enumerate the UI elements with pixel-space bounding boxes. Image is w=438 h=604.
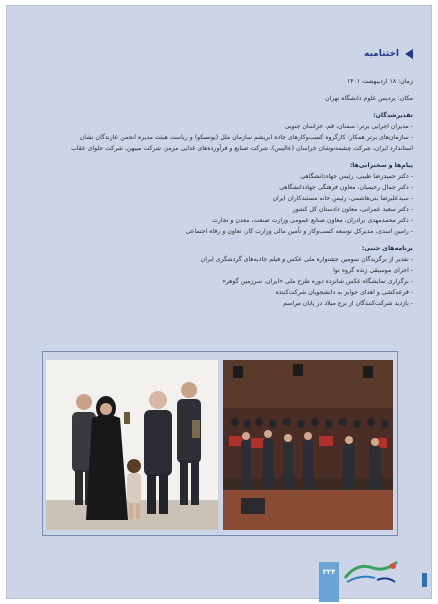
article-body xyxy=(25,76,413,309)
honored-item: - سازمان‌های برتر همکار: کارگروه کسب‌وکارهای جاده ابریشم سازمان ملل (یونسکو) و ریاست هیئت مدیره انجمن عارندگان نشان xyxy=(79,134,413,141)
speaker-item: - رامین اسدی، مدیرکل توسعه کسب‌وکار و تأمین مالی وزارت کار، تعاون و رفاه اجتماعی xyxy=(185,228,413,235)
speaker-item: - سیدعلیرضا بنی‌هاشمی، رئیس خانه مستندکاران ایران xyxy=(272,195,413,202)
award-ceremony-photo xyxy=(46,360,218,530)
page-number-tab xyxy=(319,562,339,602)
event-place: مکان: پردیس علوم دانشگاه تهران xyxy=(325,95,413,102)
edge-marker xyxy=(422,573,427,587)
honored-item: - مدیران اجرایی برتر: سمنان، قم، خراسان جنوبی xyxy=(284,123,413,130)
page-number: ۲۲۴ xyxy=(322,568,336,576)
program-item: - بازدید شرکت‌کنندگان از برج میلاد در پایان مراسم xyxy=(283,300,413,307)
speaker-item: - دکتر جمال رحیمیان، معاون فرهنگی جهاددانشگاهی xyxy=(279,184,413,191)
section-title-text: اختتامیه xyxy=(363,49,399,59)
programs-heading: برنامه‌های جنبی: xyxy=(361,245,413,252)
speaker-item: - دکتر سعید عمرانی، معاون دادستان کل کشور xyxy=(292,206,413,213)
program-item: - قرعه‌کشی و اهدای جوایز به دانشجویان شرکت‌کننده xyxy=(275,289,413,296)
speakers-heading: پیام‌ها و سخنرانی‌ها: xyxy=(349,162,413,169)
honored-heading: تقدیرشدگان: xyxy=(373,112,413,119)
magazine-logo xyxy=(337,554,405,590)
auditorium-photo xyxy=(223,360,393,530)
event-time: زمان: ۱۸ اردیبهشت ۱۴۰۱ xyxy=(346,78,413,85)
speaker-item: - دکتر حمیدرضا طیبی، رئیس جهاددانشگاهی xyxy=(300,173,413,180)
program-item: - برگزاری نمایشگاه عکس شانزده دوره طرح ملی «ایران، سرزمین گوهر» xyxy=(222,278,413,285)
triangle-bullet-icon xyxy=(405,49,413,59)
photo-frame xyxy=(42,351,398,536)
speaker-item: - دکتر محمدمهدی برادران، معاون صنایع عمومی وزارت صنعت، معدن و تجارت xyxy=(212,217,413,224)
honored-item: استاندارد ایران، شرکت چشمه‌نوشان خراسان (عالیس)، شرکت صنایع و فرآورده‌های غذایی مزمز، شرکت مییهن، شرکت حلوای عقاب xyxy=(71,145,413,152)
program-item: - اجرای موسیقی زنده گروه نوا xyxy=(333,267,413,274)
page xyxy=(6,5,432,599)
program-item: - تقدیر از برگزیدگان سومین جشنواره ملی عکس و فیلم جاذبه‌های گردشگری ایران xyxy=(200,256,413,263)
section-title xyxy=(364,49,413,59)
